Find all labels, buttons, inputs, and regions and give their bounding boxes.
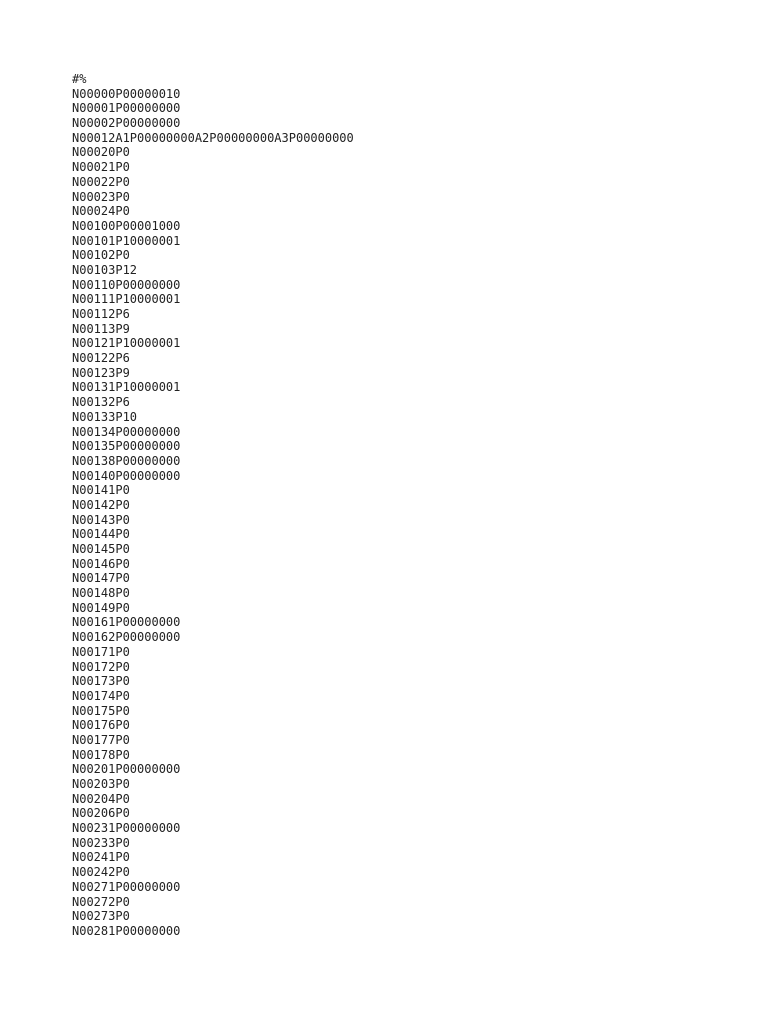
parameter-line: N00231P00000000 xyxy=(72,821,181,836)
parameter-line: N00131P10000001 xyxy=(72,380,181,395)
parameter-line: N00103P12 xyxy=(72,262,138,277)
parameter-line: N00021P0 xyxy=(72,160,130,175)
parameter-line: N00271P00000000 xyxy=(72,879,181,894)
parameter-line: N00201P00000000 xyxy=(72,762,181,777)
parameter-line: N00132P6 xyxy=(72,395,130,410)
parameter-line: N00022P0 xyxy=(72,174,130,189)
parameter-line: N00242P0 xyxy=(72,865,130,880)
parameter-line: N00175P0 xyxy=(72,703,130,718)
parameter-listing xyxy=(72,72,354,939)
parameter-line: N00023P0 xyxy=(72,189,130,204)
parameter-line: N00001P00000000 xyxy=(72,101,181,116)
parameter-line: N00123P9 xyxy=(72,365,130,380)
parameter-line: N00173P0 xyxy=(72,674,130,689)
parameter-line: N00174P0 xyxy=(72,688,130,703)
parameter-line: N00113P9 xyxy=(72,321,130,336)
header-line: #% xyxy=(72,72,87,86)
parameter-line: N00233P0 xyxy=(72,835,130,850)
parameter-line: N00111P10000001 xyxy=(72,292,181,307)
parameter-line: N00281P00000000 xyxy=(72,923,181,938)
parameter-line: N00110P00000000 xyxy=(72,277,181,292)
parameter-line: N00146P0 xyxy=(72,556,130,571)
parameter-line: N00012A1P00000000A2P00000000A3P00000000 xyxy=(72,130,354,145)
parameter-line: N00102P0 xyxy=(72,248,130,263)
parameter-line: N00145P0 xyxy=(72,542,130,556)
parameter-line: N00000P00000010 xyxy=(72,86,181,101)
parameter-line: N00178P0 xyxy=(72,747,130,762)
parameter-line: N00176P0 xyxy=(72,718,130,733)
parameter-line: N00002P00000000 xyxy=(72,116,181,131)
parameter-line: N00121P10000001 xyxy=(72,336,181,351)
parameter-line: N00133P10 xyxy=(72,409,138,424)
parameter-line: N00206P0 xyxy=(72,806,130,821)
parameter-line: N00142P0 xyxy=(72,497,130,512)
parameter-line: N00020P0 xyxy=(72,145,130,160)
parameter-line: N00143P0 xyxy=(72,512,130,527)
parameter-line: N00172P0 xyxy=(72,659,130,674)
parameter-line: N00149P0 xyxy=(72,600,130,615)
parameter-line: N00135P00000000 xyxy=(72,439,181,454)
parameter-line: N00122P6 xyxy=(72,351,130,366)
parameter-line: N00140P00000000 xyxy=(72,468,181,483)
parameter-line: N00024P0 xyxy=(72,204,130,219)
parameter-line: N00134P00000000 xyxy=(72,424,181,439)
parameter-line: N00161P00000000 xyxy=(72,615,181,630)
parameter-line: N00204P0 xyxy=(72,791,130,806)
parameter-line: N00272P0 xyxy=(72,894,130,909)
parameter-line: N00147P0 xyxy=(72,571,130,586)
parameter-line: N00112P6 xyxy=(72,307,130,321)
parameter-line: N00177P0 xyxy=(72,732,130,747)
parameter-line: N00171P0 xyxy=(72,644,130,659)
parameter-line: N00101P10000001 xyxy=(72,233,181,248)
parameter-line: N00162P00000000 xyxy=(72,630,181,645)
parameter-line: N00203P0 xyxy=(72,777,130,791)
parameter-line: N00100P00001000 xyxy=(72,218,181,233)
parameter-line: N00241P0 xyxy=(72,850,130,865)
parameter-line: N00144P0 xyxy=(72,527,130,542)
parameter-line: N00138P00000000 xyxy=(72,453,181,468)
parameter-line: N00148P0 xyxy=(72,586,130,601)
parameter-line: N00141P0 xyxy=(72,483,130,498)
parameter-line: N00273P0 xyxy=(72,909,130,924)
